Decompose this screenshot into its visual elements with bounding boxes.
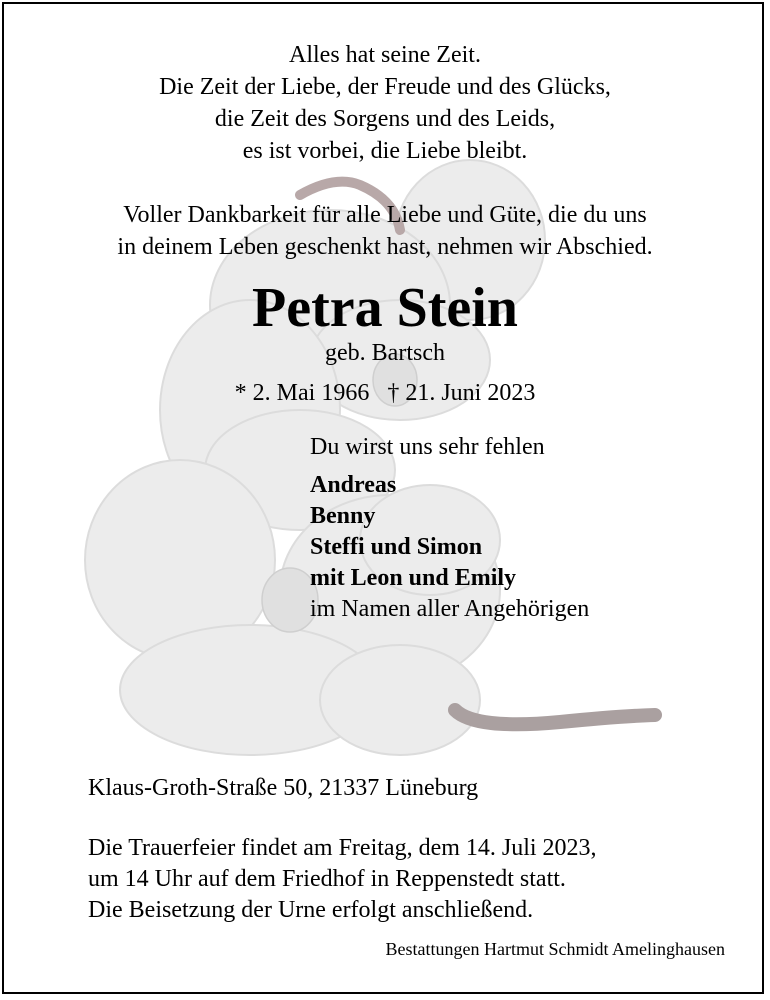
gratitude-line: Voller Dankbarkeit für alle Liebe und Güte, die du uns	[123, 202, 647, 228]
gratitude-line: in deinem Leben geschenkt hast, nehmen wir Abschied.	[117, 234, 653, 260]
poem-line: es ist vorbei, die Liebe bleibt.	[242, 138, 528, 164]
ceremony-line: um 14 Uhr auf dem Friedhof in Reppenstedt statt.	[88, 866, 566, 892]
ceremony-line: Die Beisetzung der Urne erfolgt anschließend.	[88, 897, 534, 923]
address: Klaus-Groth-Straße 50, 21337 Lüneburg	[88, 775, 479, 801]
poem-line: Die Zeit der Liebe, der Freude und des Glücks,	[159, 74, 611, 100]
ceremony-line: Die Trauerfeier findet am Freitag, dem 14. Juli 2023,	[88, 835, 597, 861]
undertaker: Bestattungen Hartmut Schmidt Amelinghausen	[385, 939, 725, 959]
mourner-name: Andreas	[310, 472, 397, 498]
life-dates: * 2. Mai 1966 † 21. Juni 2023	[234, 380, 536, 406]
mourner-name: Steffi und Simon	[310, 534, 483, 560]
mourners-intro: Du wirst uns sehr fehlen	[310, 434, 545, 460]
mourner-name: mit Leon und Emily	[310, 565, 517, 591]
poem-line: die Zeit des Sorgens und des Leids,	[214, 106, 556, 132]
deceased-name: Petra Stein	[252, 277, 518, 339]
mourner-name: Benny	[310, 503, 376, 529]
poem-line: Alles hat seine Zeit.	[289, 42, 481, 68]
maiden-name: geb. Bartsch	[325, 340, 445, 366]
mourners-closing: im Namen aller Angehörigen	[310, 596, 590, 622]
